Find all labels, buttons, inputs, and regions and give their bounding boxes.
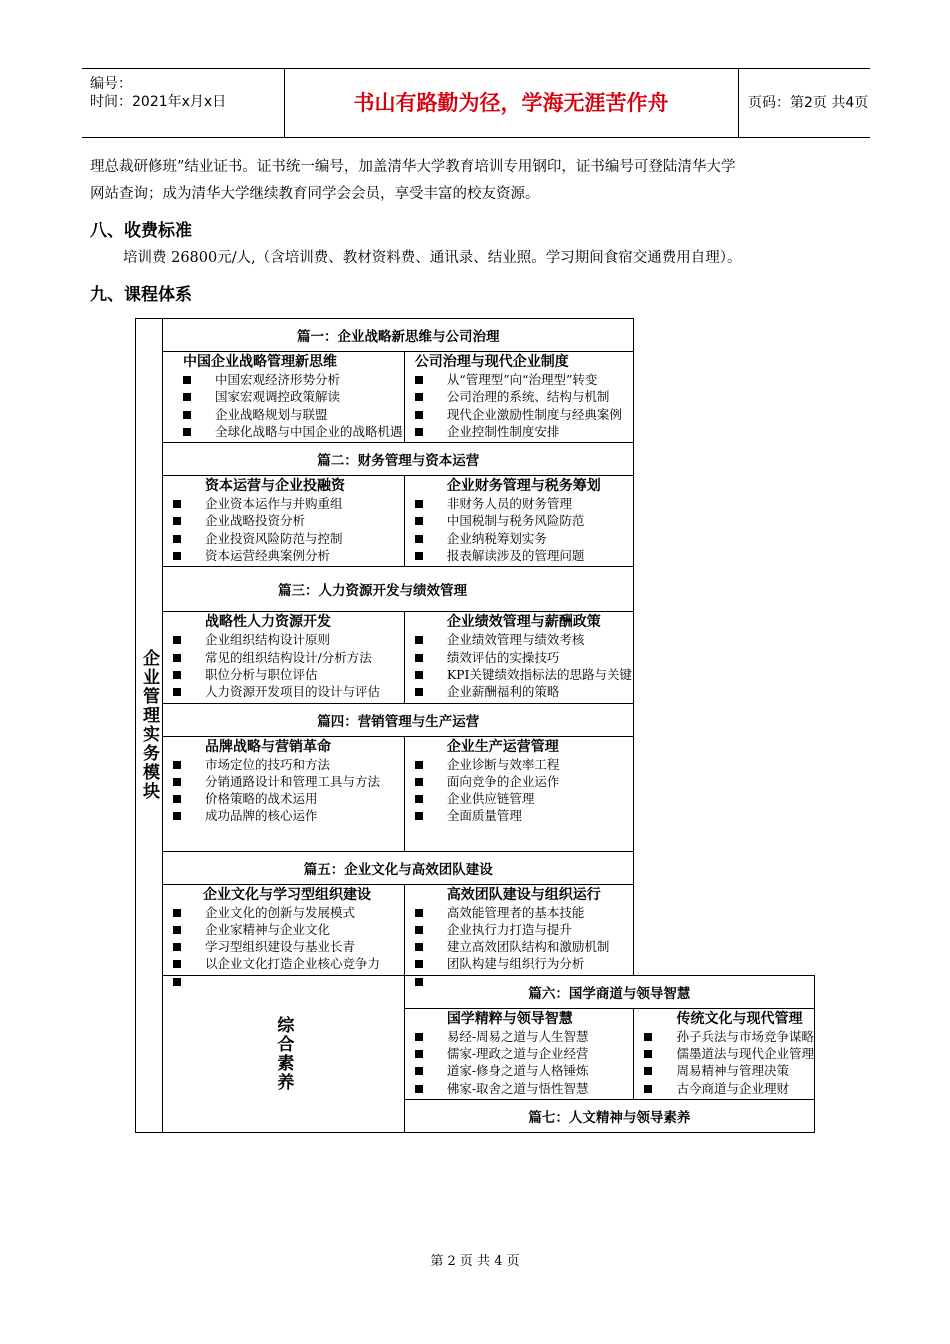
square-bullet-icon (415, 688, 423, 696)
module-comprehensive: 综合素养 (163, 975, 405, 1132)
list-item (415, 921, 634, 938)
list-item-text: 儒墨道法与现代企业管理 (676, 1046, 814, 1062)
bullet-list (644, 1028, 814, 1097)
bullet-list (415, 904, 634, 973)
part-3-title: 篇三：人力资源开发与绩效管理 (163, 567, 634, 612)
list-item-text: 现代企业激励性制度与经典案例 (446, 406, 622, 422)
list-item (183, 371, 404, 388)
square-bullet-icon (173, 636, 181, 644)
square-bullet-icon (415, 795, 423, 803)
curriculum-table (135, 318, 815, 1133)
list-item (415, 649, 634, 666)
list-item-text: 以企业文化打造企业核心竞争力 (205, 956, 381, 972)
part-7-title: 篇七：人文精神与领导素养 (404, 1099, 814, 1132)
square-bullet-icon (415, 1050, 423, 1058)
list-item (183, 388, 404, 405)
list-item-text: 企业供应链管理 (446, 791, 535, 807)
list-item-text: 周易精神与管理决策 (676, 1063, 789, 1079)
list-item-text: 中国税制与税务风险防范 (446, 513, 585, 529)
bullet-list (415, 495, 634, 564)
list-item (173, 683, 404, 700)
list-item (644, 1080, 814, 1097)
square-bullet-icon (173, 761, 181, 769)
list-item (415, 1080, 634, 1097)
p2-right-title: 企业财务管理与税务筹划 (446, 478, 601, 495)
square-bullet-icon (415, 535, 423, 543)
list-item-text: 企业诊断与效率工程 (446, 756, 560, 772)
page-footer: 第 2 页 共 4 页 (430, 1254, 520, 1269)
list-item-text: 市场定位的技巧和方法 (205, 756, 331, 772)
square-bullet-icon (644, 1067, 652, 1075)
list-item-text: 报表解读涉及的管理问题 (446, 548, 585, 564)
square-bullet-icon (644, 1085, 652, 1093)
p5-left-title: 企业文化与学习型组织建设 (203, 886, 371, 903)
list-item (415, 1062, 634, 1079)
p1-left-title: 中国企业战略管理新思维 (183, 354, 337, 370)
list-item-text: 常见的组织结构设计/分析方法 (205, 649, 372, 665)
list-item (415, 904, 634, 921)
list-item-text: 企业薪酬福利的策略 (446, 684, 560, 700)
square-bullet-icon (415, 926, 423, 934)
square-bullet-icon (415, 1033, 423, 1041)
square-bullet-icon (183, 428, 191, 436)
square-bullet-icon (173, 926, 181, 934)
list-item-text: 企业控制性制度安排 (446, 423, 560, 439)
list-item (644, 1045, 814, 1062)
square-bullet-icon (415, 812, 423, 820)
p6-right-title: 传统文化与现代管理 (676, 1010, 803, 1027)
square-bullet-icon (644, 1050, 652, 1058)
square-bullet-icon (173, 795, 181, 803)
list-item-text: 成功品牌的核心运作 (205, 808, 318, 824)
bullet-list (173, 631, 404, 700)
header-meta (82, 69, 285, 137)
list-item-text: 企业文化的创新与发展模式 (205, 904, 356, 920)
list-item (173, 547, 404, 564)
square-bullet-icon (173, 778, 181, 786)
square-bullet-icon (173, 517, 181, 525)
p3-left-title: 战略性人力资源开发 (205, 614, 331, 631)
list-item (415, 1045, 634, 1062)
p2-left-title: 资本运营与企业投融资 (205, 478, 345, 495)
list-item (173, 807, 404, 824)
list-item (415, 683, 634, 700)
square-bullet-icon (173, 909, 181, 917)
square-bullet-icon (415, 500, 423, 508)
square-bullet-icon (173, 688, 181, 696)
list-item (173, 649, 404, 666)
fee-text: 培训费 26800元/人,（含培训费、教材资料费、通讯录、结业照。学习期间食宿交通费用自理）。 (123, 250, 742, 266)
square-bullet-icon (415, 428, 423, 436)
square-bullet-icon (415, 778, 423, 786)
serial-label: 编号： (90, 76, 132, 92)
list-item (415, 423, 634, 440)
list-item (415, 955, 634, 972)
list-item-text: 非财务人员的财务管理 (446, 496, 572, 512)
part-5-title: 篇五：企业文化与高效团队建设 (163, 851, 634, 884)
list-item-text: 高效能管理者的基本技能 (446, 904, 585, 920)
list-item-text: 职位分析与职位评估 (205, 666, 318, 682)
list-item (644, 1062, 814, 1079)
list-item-text: 建立高效团队结构和激励机制 (446, 939, 610, 955)
list-item-text: 资本运营经典案例分析 (205, 548, 331, 564)
list-item (415, 388, 634, 405)
square-bullet-icon (415, 671, 423, 679)
list-item (415, 406, 634, 423)
part-2-title: 篇二：财务管理与资本运营 (163, 443, 634, 476)
intro-line-2: 网站查询；成为清华大学继续教育同学会会员，享受丰富的校友资源。 (90, 186, 540, 202)
list-item (173, 495, 404, 512)
list-item-text: 中国宏观经济形势分析 (215, 372, 341, 387)
list-item-text: 分销通路设计和管理工具与方法 (205, 773, 381, 789)
list-item (415, 756, 634, 773)
square-bullet-icon (173, 812, 181, 820)
list-item (415, 495, 634, 512)
list-item (173, 955, 404, 972)
bullet-list (173, 904, 404, 973)
list-item (173, 756, 404, 773)
square-bullet-icon (183, 411, 191, 419)
p6-left-title: 国学精粹与领导智慧 (446, 1010, 573, 1027)
square-bullet-icon (415, 1085, 423, 1093)
square-bullet-icon (173, 500, 181, 508)
list-item-text: 企业绩效管理与绩效考核 (446, 632, 585, 648)
list-item-text: 企业战略规划与联盟 (215, 406, 328, 422)
list-item (173, 666, 404, 683)
intro-paragraph (90, 154, 870, 208)
list-item (183, 423, 404, 440)
square-bullet-icon (173, 671, 181, 679)
list-item-text: 企业投资风险防范与控制 (205, 530, 343, 546)
list-item (415, 1028, 634, 1045)
bullet-list (415, 1028, 634, 1097)
list-item-text: 古今商道与企业理财 (676, 1080, 789, 1096)
bullet-list (415, 631, 634, 700)
list-item-text: 从“管理型”向“治理型”转变 (446, 372, 598, 387)
square-bullet-icon (415, 909, 423, 917)
square-bullet-icon (415, 654, 423, 662)
list-item (415, 938, 634, 955)
list-item-text: 面向竞争的企业运作 (446, 773, 560, 789)
list-item (173, 938, 404, 955)
square-bullet-icon (173, 960, 181, 968)
list-item (644, 1028, 814, 1045)
list-item-text: 绩效评估的实操技巧 (446, 649, 560, 665)
part-4-title: 篇四：营销管理与生产运营 (163, 703, 634, 736)
list-item (173, 921, 404, 938)
list-item (173, 530, 404, 547)
bullet-list (173, 495, 404, 564)
list-item-text: 孙子兵法与市场竞争谋略 (676, 1028, 814, 1044)
list-item (415, 530, 634, 547)
part-6-title: 篇六：国学商道与领导智慧 (404, 975, 814, 1008)
square-bullet-icon (415, 943, 423, 951)
p4-right-title: 企业生产运营管理 (446, 738, 559, 755)
p4-left-title: 品牌战略与营销革命 (205, 738, 331, 755)
square-bullet-icon (415, 376, 423, 384)
list-item-text: 全球化战略与中国企业的战略机遇 (215, 423, 403, 439)
list-item-text: 企业组织结构设计原则 (205, 632, 331, 648)
square-bullet-icon (415, 761, 423, 769)
list-item (415, 547, 634, 564)
header-motto: 书山有路勤为径，学海无涯苦作舟 (284, 69, 739, 137)
part-2-body (136, 476, 815, 567)
square-bullet-icon (173, 552, 181, 560)
square-bullet-icon (173, 943, 181, 951)
list-item-text: KPI关键绩效指标法的思路与关键 (446, 666, 632, 682)
list-item (415, 807, 634, 824)
part-1-body (136, 352, 815, 443)
list-item-text: 企业纳税筹划实务 (446, 530, 547, 546)
list-item-text: 学习型组织建设与基业长青 (205, 939, 356, 955)
part-4-body (136, 736, 815, 851)
list-item-text: 易经-周易之道与人生智慧 (446, 1028, 589, 1044)
list-item-text: 佛家-取舍之道与悟性智慧 (446, 1080, 589, 1096)
page-number-label: 页码：第2页 共4页 (748, 95, 869, 111)
p1-right-title: 公司治理与现代企业制度 (414, 354, 569, 370)
list-item (173, 773, 404, 790)
bullet-list (415, 371, 634, 440)
time-label: 时间：2021年x月x日 (90, 94, 227, 110)
square-bullet-icon (415, 411, 423, 419)
list-item (173, 631, 404, 648)
p5-right-title: 高效团队建设与组织运行 (446, 886, 601, 903)
bullet-list (415, 756, 634, 825)
square-bullet-icon (173, 654, 181, 662)
list-item-text: 全面质量管理 (446, 808, 522, 824)
list-item-text: 企业资本运作与并购重组 (205, 496, 343, 512)
list-item (415, 631, 634, 648)
list-item (415, 790, 634, 807)
square-bullet-icon (415, 517, 423, 525)
square-bullet-icon (415, 1067, 423, 1075)
part-5-body (136, 884, 815, 975)
list-item (173, 790, 404, 807)
square-bullet-icon (183, 393, 191, 401)
square-bullet-icon (415, 393, 423, 401)
square-bullet-icon (183, 376, 191, 384)
square-bullet-icon (415, 960, 423, 968)
square-bullet-icon (173, 535, 181, 543)
list-item-text: 国家宏观调控政策解读 (215, 389, 341, 405)
bullet-list (173, 756, 404, 825)
square-bullet-icon (415, 978, 423, 986)
list-item-text: 团队构建与组织行为分析 (446, 956, 585, 972)
list-item (415, 666, 634, 683)
list-item-text: 企业家精神与企业文化 (205, 921, 331, 937)
page-header (82, 68, 870, 138)
part-1-title: 篇一：企业战略新思维与公司治理 (163, 319, 634, 352)
square-bullet-icon (415, 552, 423, 560)
list-item (415, 773, 634, 790)
part-3-body (136, 612, 815, 703)
module-management: 企业管理实务模块 (136, 319, 163, 1133)
list-item-text: 公司治理的系统、结构与机制 (446, 389, 610, 405)
square-bullet-icon (644, 1033, 652, 1041)
intro-line-1: 理总裁研修班”结业证书。证书统一编号，加盖清华大学教育培训专用钢印，证书编号可登陆清华大学 (90, 159, 736, 175)
list-item-text: 儒家-理政之道与企业经营 (446, 1046, 589, 1062)
bullet-list (183, 371, 404, 440)
curriculum-heading: 九、课程体系 (90, 285, 192, 305)
list-item (183, 406, 404, 423)
list-item (173, 904, 404, 921)
fee-heading: 八、收费标准 (90, 221, 192, 241)
list-item-text: 道家-修身之道与人格锤炼 (446, 1063, 589, 1079)
p3-right-title: 企业绩效管理与薪酬政策 (446, 614, 601, 631)
list-item (173, 512, 404, 529)
list-item-text: 企业战略投资分析 (205, 513, 306, 529)
list-item (415, 512, 634, 529)
list-item (415, 371, 634, 388)
square-bullet-icon (415, 636, 423, 644)
list-item-text: 价格策略的战术运用 (205, 791, 318, 807)
list-item-text: 人力资源开发项目的设计与评估 (205, 684, 381, 700)
list-item-text: 企业执行力打造与提升 (446, 921, 572, 937)
